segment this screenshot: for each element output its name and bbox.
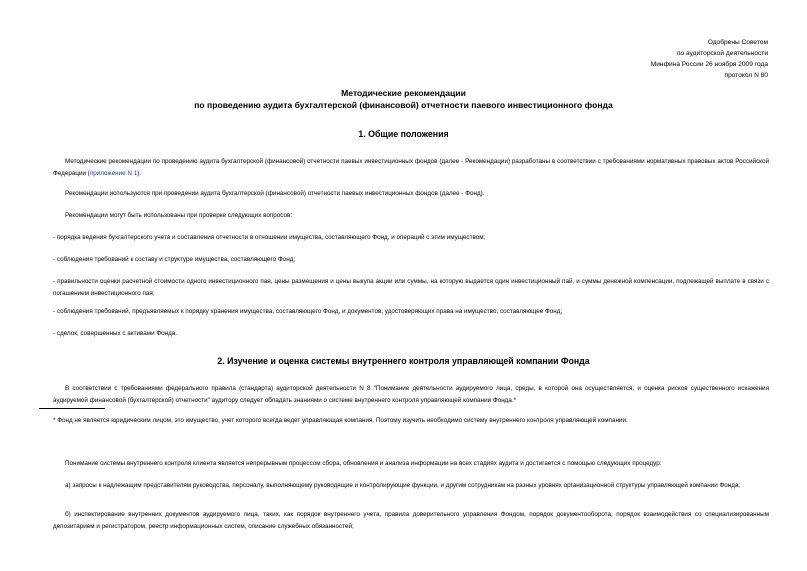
list-item: - порядка ведения бухгалтерского учета и составления отчетности в отношении имущества, составляющего Фонд, и операций с этим имуществом; bbox=[53, 234, 486, 241]
section-2-paragraph-2: Понимание системы внутреннего контроля клиента является непрерывным процессом сбора, обновления и анализа информации на всех стадиях аудита и достигается с помощью следующих процедур: bbox=[65, 460, 662, 467]
list-item: - соблюдения требований к составу и структуре имущества, составляющего Фонд; bbox=[53, 256, 296, 263]
list-item: - соблюдения требований, предъявляемых к порядку хранения имущества, составляющего Фонд, и документов, удостоверяющих права на имущество, составляющее Фонд; bbox=[53, 308, 563, 315]
paragraph-text: Методические рекомендации по проведению аудита бухгалтерской (финансовой) отчетности паевых инвестиционных фондов (далее - Рекомендации) разработаны в соответствии с требованиями нормативных правовых актов Российской Федерации ( bbox=[53, 158, 769, 177]
list-item: б) инспектирование внутренних документов аудируемого лица, таких, как порядок внутреннего учета, правила доверительного управления Фондом, порядок документооборота, порядок взаимодействия со специализированным депозитарием и регистратором, реестр информационных систем, описание служебных обязанностей; bbox=[53, 511, 769, 530]
list-item: - сделок, совершенных с активами Фонда. bbox=[53, 330, 178, 337]
section-1-heading: 1. Общие положения bbox=[358, 129, 449, 139]
paragraph-text: ). bbox=[137, 169, 142, 177]
appendix-1-link[interactable]: приложение N 1 bbox=[89, 169, 138, 177]
approval-line: Минфина России 26 ноября 2009 года bbox=[650, 61, 768, 68]
document-title bbox=[0, 87, 807, 111]
section-2-heading: 2. Изучение и оценка системы внутреннего контроля управляющей компании Фонда bbox=[217, 356, 590, 366]
section-2-paragraph-1: В соответствии с требованиями федерального правила (стандарта) аудиторской деятельности N 8 "Понимание деятельности аудируемого лица, среды, в которой она осуществляется, и оценка рисков существенного искажения аудируемой финансовой (бухгалтерской) отчетности" аудитору следует обладать знаниями о системе внутреннего контроля управляющей компании Фонда.* bbox=[53, 385, 769, 404]
section-1-paragraph-1 bbox=[53, 156, 769, 179]
section-1-paragraph-3: Рекомендации могут быть использованы при проверке следующих вопросов: bbox=[65, 212, 293, 219]
footnote-separator bbox=[39, 408, 105, 409]
approval-line: по аудиторской деятельности bbox=[676, 50, 768, 57]
section-1-paragraph-2: Рекомендации используются при проведении аудита бухгалтерской (финансовой) отчетности паевых инвестиционных фондов (далее - Фонд). bbox=[65, 190, 485, 197]
approval-line: протокол N 80 bbox=[724, 72, 768, 79]
approval-block bbox=[651, 37, 768, 81]
title-line-2: по проведению аудита бухгалтерской (финансовой) отчетности паевого инвестиционного фонда bbox=[194, 100, 613, 110]
title-line-1: Методические рекомендации bbox=[341, 88, 466, 98]
approval-line: Одобрены Советом bbox=[707, 39, 768, 46]
footnote: * Фонд не является юридическим лицом, это имущество, учет которого всегда ведет управляющая компания. Поэтому изучить необходимо систему внутреннего контроля управляющей компании. bbox=[53, 417, 628, 424]
list-item: а) запросы к надлежащим представителям руководства, персоналу, выполняющему руководящие и контролирующие функции, и другим сотрудникам на разных уровнях организационной структуры управляющей компании Фонда; bbox=[65, 482, 741, 489]
list-item: - правильности оценки расчетной стоимости одного инвестиционного пая, цены размещения и цены выкупа акции или суммы, на которую выдается один инвестиционный пай, и суммы денежной компенсации, подлежащей выплате в связи с погашением инвестиционного пая; bbox=[53, 278, 769, 297]
